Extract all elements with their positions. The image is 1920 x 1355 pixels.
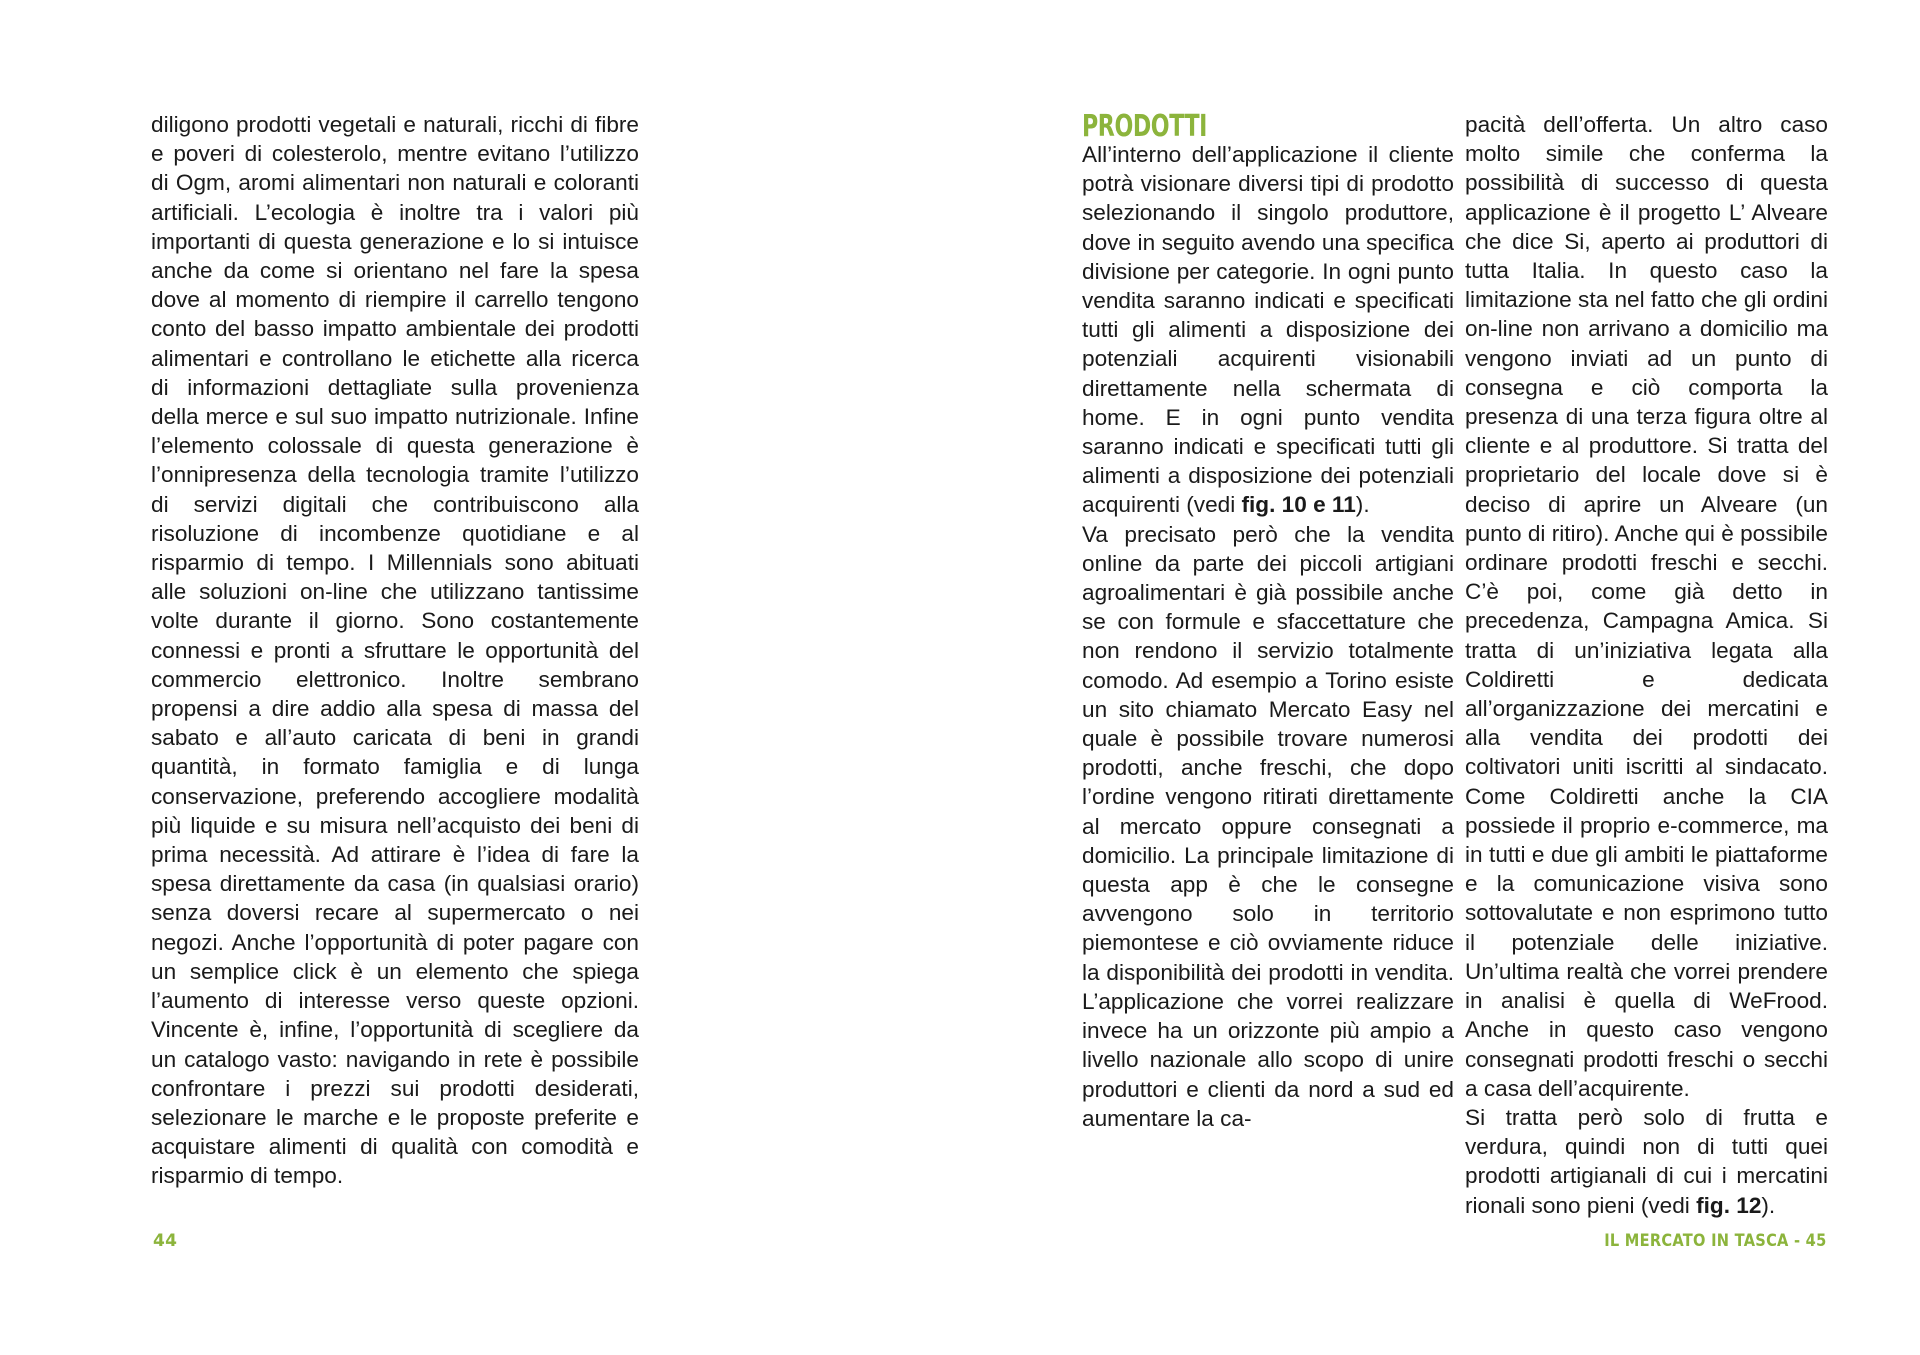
paragraph-2-part-2: pacità dell’offerta. Un altro caso molto simile che conferma la possibilità di successo di questa applicazione è il progetto L’ Alveare che dice Si, aperto ai produttori di tutta Italia. In questo caso la limitazione sta nel fatto che gli ordini on-line non arrivano a domicilio ma vengono inviati ad un punto di consegna e ciò comporta la presenza di una terza figura oltre al cliente e al produttore. Si tratta del proprietario del locale dove si è deciso di aprire un Alveare (un punto di ritiro). Anche qui è possibile ordinare prodotti freschi e secchi. C’è poi, come già detto in precedenza, Campagna Amica. Si tratta di un’iniziativa legata alla Coldiretti e dedicata all’organizzazione dei mercatini e alla vendita dei prodotti dei coltivatori uniti iscritti al sindacato. Come Coldiretti anche la CIA possiede il proprio e-commerce, ma in tutti e due gli ambiti le piattaforme e la comunicazione visiva sono sottovalutate e non esprimono tutto il potenziale delle iniziative. Un’ultima realtà che vorrei prendere in analisi è quella di WeFrood. Anche in questo caso vengono consegnati prodotti freschi o secchi a casa dell’acquirente. bbox=[1465, 112, 1828, 1101]
paragraph-3-end: ). bbox=[1761, 1192, 1776, 1218]
paragraph-3 bbox=[1465, 1103, 1828, 1220]
paragraph-1 bbox=[1082, 140, 1454, 520]
figure-ref-10-11: fig. 10 e 11 bbox=[1241, 492, 1356, 518]
paragraph-1-end: ). bbox=[1355, 492, 1370, 518]
paragraph-1-text: All’interno dell’applicazione il cliente potrà visionare diversi tipi di prodotto selezionando il singolo produttore, dove in seguito avendo una specifica divisione per categorie. In ogni punto vendita saranno indicati e specificati tutti gli alimenti a disposizione dei potenziali acquirenti visionabili direttamente nella schermata di home. E in ogni punto vendita saranno indicati e specificati tutti gli alimenti a disposizione dei potenziali acquirenti (vedi bbox=[1082, 142, 1454, 518]
paragraph-3-text: Si tratta però solo di frutta e verdura, quindi non di tutti quei prodotti artigianali di cui i mercatini rionali sono pieni (vedi bbox=[1465, 1104, 1828, 1218]
page-number-left: 44 bbox=[153, 1231, 178, 1251]
section-heading: PRODOTTI bbox=[1082, 109, 1207, 144]
running-footer-right: IL MERCATO IN TASCA - 45 bbox=[1604, 1231, 1827, 1251]
left-body-text: diligono prodotti vegetali e naturali, ricchi di fibre e poveri di colesterolo, mentre evitano l’utilizzo di Ogm, aromi alimentari non naturali e coloranti artificiali. L’ecologia è inoltre tra i valori più importanti di questa generazione e lo si intuisce anche da come si orientano nel fare la spesa dove al momento di riempire il carrello tengono conto del basso impatto ambientale dei prodotti alimentari e controllano le etichette alla ricerca di informazioni dettagliate sulla provenienza della merce e sul suo impatto nutrizionale. Infine l’elemento colossale di questa generazione è l’onnipresenza della tecnologia tramite l’utilizzo di servizi digitali che contribuiscono alla risoluzione di incombenze quotidiane e al risparmio di tempo. I Millennials sono abituati alle soluzioni on-line che utilizzano tantissime volte durante il giorno. Sono costantemente connessi e pronti a sfruttare le opportunità del commercio elettronico. Inoltre sembrano propensi a dire addio alla spesa di massa del sabato e all’auto caricata di beni in grandi quantità, in formato famiglia e di lunga conservazione, preferendo accogliere modalità più liquide e su misura nell’acquisto dei beni di prima necessità. Ad attirare è l’idea di fare la spesa direttamente da casa (in qualsiasi orario) senza doversi recare al supermercato o nei negozi. Anche l’opportunità di poter pagare con un semplice click è un elemento che spiega l’aumento di interesse verso queste opzioni. Vincente è, infine, l’opportunità di scegliere da un catalogo vasto: navigando in rete è possibile confrontare i prezzi sui prodotti desiderati, selezionare le marche e le proposte preferite e acquistare alimenti di qualità con comodità e risparmio di tempo. bbox=[151, 112, 639, 1189]
right-column-1 bbox=[1082, 110, 1454, 1133]
paragraph-2-part-1: Va precisato però che la vendita online da parte dei piccoli artigiani agroalimentari è già possibile anche se con formule e sfaccettature che non rendono il servizio totalmente comodo. Ad esempio a Torino esiste un sito chiamato Mercato Easy nel quale è possibile trovare numerosi prodotti, anche freschi, che dopo l’ordine vengono ritirati direttamente al mercato oppure consegnati a domicilio. La principale limitazione di questa app è che le consegne avvengono solo in territorio piemontese e ciò ovviamente riduce la disponibilità dei prodotti in vendita. L’applicazione che vorrei realizzare invece ha un orizzonte più ampio a livello nazionale allo scopo di unire produttori e clienti da nord a sud ed aumentare la ca- bbox=[1082, 521, 1454, 1131]
figure-ref-12: fig. 12 bbox=[1696, 1192, 1762, 1218]
left-column bbox=[151, 110, 639, 1191]
right-column-2 bbox=[1465, 110, 1828, 1220]
right-page bbox=[960, 0, 1920, 1355]
